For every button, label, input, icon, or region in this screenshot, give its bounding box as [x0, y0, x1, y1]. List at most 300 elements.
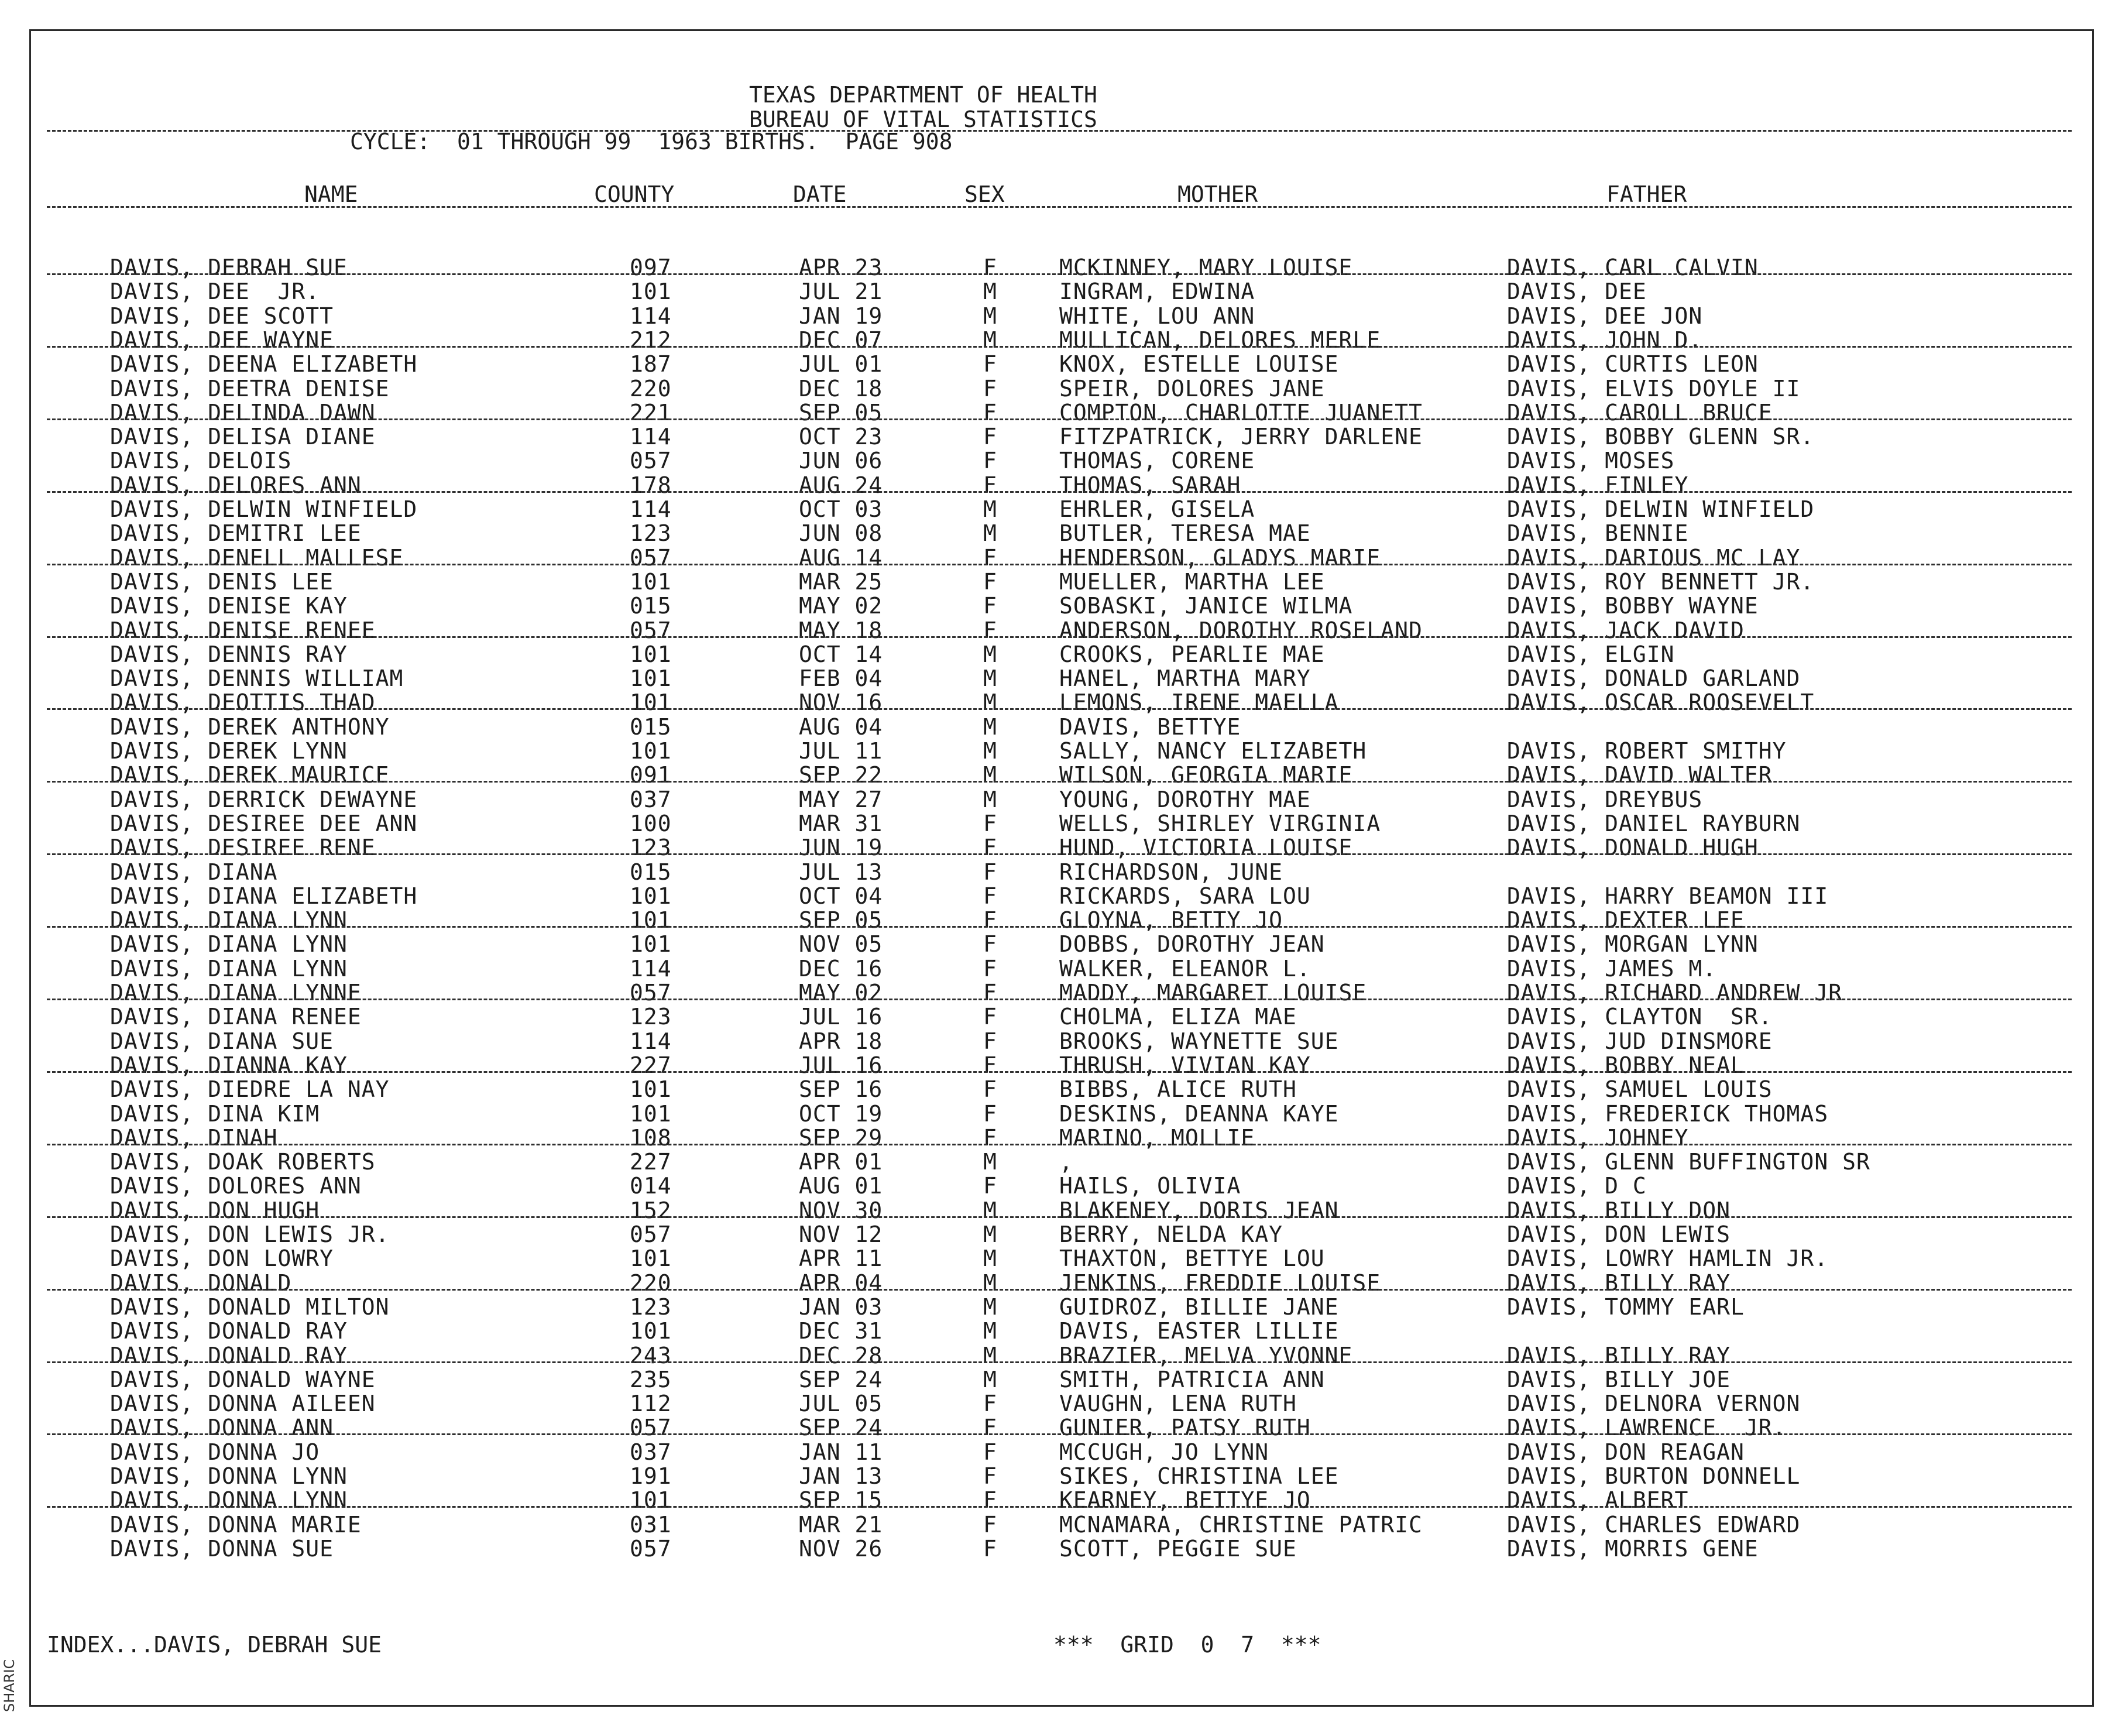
cell-sex: F — [983, 569, 997, 595]
cell-father: DAVIS, BOBBY WAYNE — [1507, 593, 1759, 619]
cell-sex: F — [983, 980, 997, 1006]
cell-father: DAVIS, HARRY BEAMON III — [1507, 883, 1829, 909]
cell-name: DAVIS, DIANA LYNN — [110, 931, 348, 957]
cell-mother: MULLICAN, DELORES MERLE — [1059, 327, 1381, 353]
cell-father: DAVIS, DAVID WALTER — [1507, 762, 1773, 788]
cell-date: NOV 16 — [799, 689, 883, 715]
cell-mother: RICHARDSON, JUNE — [1059, 859, 1283, 885]
column-header-father: FATHER — [1606, 181, 1687, 207]
table-row — [0, 256, 2115, 279]
cell-father: DAVIS, CLAYTON SR. — [1507, 1004, 1773, 1030]
cell-county: 221 — [630, 400, 672, 426]
cell-name: DAVIS, DIANA SUE — [110, 1028, 334, 1054]
cell-date: AUG 04 — [799, 714, 883, 740]
table-row — [0, 788, 2115, 811]
cell-name: DAVIS, DOAK ROBERTS — [110, 1149, 376, 1175]
cell-date: APR 04 — [799, 1270, 883, 1296]
cell-mother: BRAZIER, MELVA YVONNE — [1059, 1343, 1353, 1368]
cell-sex: F — [983, 424, 997, 450]
cell-father: DAVIS, FINLEY — [1507, 472, 1689, 498]
cell-county: 187 — [630, 351, 672, 377]
table-row — [0, 1223, 2115, 1246]
cell-name: DAVIS, DON LEWIS JR. — [110, 1222, 390, 1247]
cell-father: DAVIS, ALBERT — [1507, 1487, 1689, 1513]
cell-date: AUG 14 — [799, 545, 883, 571]
table-row — [0, 1247, 2115, 1270]
cell-date: JUN 06 — [799, 448, 883, 474]
cell-county: 101 — [630, 641, 672, 667]
form-rule — [47, 1433, 2072, 1435]
cell-county: 114 — [630, 956, 672, 982]
cell-sex: M — [983, 1318, 997, 1344]
cell-father: DAVIS, JUD DINSMORE — [1507, 1028, 1773, 1054]
table-row — [0, 812, 2115, 835]
cell-mother: THOMAS, SARAH — [1059, 472, 1241, 498]
cell-mother: BUTLER, TERESA MAE — [1059, 520, 1311, 546]
cell-mother: CROOKS, PEARLIE MAE — [1059, 641, 1325, 667]
cell-father: DAVIS, DELNORA VERNON — [1507, 1391, 1801, 1416]
cell-sex: F — [983, 472, 997, 498]
cell-father: DAVIS, DON REAGAN — [1507, 1439, 1745, 1465]
cell-name: DAVIS, DIANA ELIZABETH — [110, 883, 418, 909]
cell-sex: F — [983, 255, 997, 280]
cell-sex: M — [983, 279, 997, 304]
cell-county: 057 — [630, 617, 672, 643]
cell-sex: M — [983, 1149, 997, 1175]
cell-county: 057 — [630, 980, 672, 1006]
table-row — [0, 763, 2115, 787]
table-row — [0, 1416, 2115, 1439]
cell-county: 014 — [630, 1173, 672, 1199]
form-rule — [47, 564, 2072, 565]
cell-sex: F — [983, 1076, 997, 1102]
table-row — [0, 1440, 2115, 1464]
cell-father: DAVIS, MORRIS GENE — [1507, 1536, 1759, 1562]
cell-county: 057 — [630, 448, 672, 474]
cell-name: DAVIS, DIEDRE LA NAY — [110, 1076, 390, 1102]
cell-county: 015 — [630, 714, 672, 740]
cell-father: DAVIS, FREDERICK THOMAS — [1507, 1101, 1829, 1127]
cell-county: 227 — [630, 1149, 672, 1175]
cell-name: DAVIS, DEENA ELIZABETH — [110, 351, 418, 377]
table-row — [0, 884, 2115, 908]
cell-county: 101 — [630, 907, 672, 933]
cell-date: OCT 03 — [799, 496, 883, 522]
cell-mother: MADDY, MARGARET LOUISE — [1059, 980, 1367, 1006]
cell-county: 123 — [630, 520, 672, 546]
cell-date: MAY 18 — [799, 617, 883, 643]
cell-date: JUL 16 — [799, 1052, 883, 1078]
cell-father: DAVIS, DARIOUS MC LAY — [1507, 545, 1801, 571]
cell-county: 101 — [630, 931, 672, 957]
cell-father: DAVIS, BILLY RAY — [1507, 1270, 1731, 1296]
cell-county: 101 — [630, 1101, 672, 1127]
cell-date: SEP 24 — [799, 1415, 883, 1440]
cell-county: 100 — [630, 811, 672, 836]
cell-county: 114 — [630, 496, 672, 522]
cell-sex: M — [983, 1343, 997, 1368]
table-row — [0, 280, 2115, 303]
table-row — [0, 1537, 2115, 1560]
cell-county: 057 — [630, 545, 672, 571]
cell-name: DAVIS, DELWIN WINFIELD — [110, 496, 418, 522]
cell-date: NOV 26 — [799, 1536, 883, 1562]
cell-mother: HUND, VICTORIA LOUISE — [1059, 835, 1353, 860]
cell-sex: M — [983, 1294, 997, 1320]
table-row — [0, 546, 2115, 569]
cell-date: JUL 05 — [799, 1391, 883, 1416]
cell-name: DAVIS, DINA KIM — [110, 1101, 320, 1127]
cell-county: 123 — [630, 1004, 672, 1030]
cell-mother: SALLY, NANCY ELIZABETH — [1059, 738, 1367, 764]
cell-sex: F — [983, 1512, 997, 1538]
cell-name: DAVIS, DEOTTIS THAD — [110, 689, 376, 715]
cell-county: 220 — [630, 376, 672, 402]
cell-county: 057 — [630, 1536, 672, 1562]
cell-date: SEP 29 — [799, 1125, 883, 1151]
cell-father: DAVIS, DONALD GARLAND — [1507, 665, 1801, 691]
cell-mother: ANDERSON, DOROTHY ROSELAND — [1059, 617, 1423, 643]
table-row — [0, 739, 2115, 763]
cell-date: JAN 13 — [799, 1463, 883, 1489]
cell-mother: CHOLMA, ELIZA MAE — [1059, 1004, 1297, 1030]
cell-name: DAVIS, DONALD RAY — [110, 1318, 348, 1344]
cell-date: APR 18 — [799, 1028, 883, 1054]
cell-date: APR 11 — [799, 1246, 883, 1271]
cell-father: DAVIS, SAMUEL LOUIS — [1507, 1076, 1773, 1102]
cell-date: JUL 21 — [799, 279, 883, 304]
table-row — [0, 1271, 2115, 1295]
cell-county: 057 — [630, 1415, 672, 1440]
cell-father: DAVIS, JACK DAVID — [1507, 617, 1745, 643]
column-header-mother: MOTHER — [1177, 181, 1258, 207]
cell-sex: F — [983, 956, 997, 982]
cell-county: 091 — [630, 762, 672, 788]
table-row — [0, 570, 2115, 593]
cell-date: JAN 11 — [799, 1439, 883, 1465]
cell-father: DAVIS, BURTON DONNELL — [1507, 1463, 1801, 1489]
cell-date: OCT 04 — [799, 883, 883, 909]
table-row — [0, 1513, 2115, 1536]
cell-mother: INGRAM, EDWINA — [1059, 279, 1255, 304]
cell-name: DAVIS, DENNIS RAY — [110, 641, 348, 667]
cell-name: DAVIS, DIANA LYNN — [110, 956, 348, 982]
table-row — [0, 594, 2115, 617]
cell-sex: M — [983, 762, 997, 788]
cell-name: DAVIS, DIANA RENEE — [110, 1004, 362, 1030]
table-row — [0, 1102, 2115, 1126]
form-rule — [47, 999, 2072, 1000]
footer-grid: *** GRID 0 7 *** — [1053, 1632, 1321, 1658]
cell-county: 101 — [630, 1246, 672, 1271]
table-row — [0, 1392, 2115, 1415]
cell-mother: MARINO, MOLLIE — [1059, 1125, 1255, 1151]
cell-name: DAVIS, DONALD — [110, 1270, 292, 1296]
cell-mother: MUELLER, MARTHA LEE — [1059, 569, 1325, 595]
cell-sex: F — [983, 1415, 997, 1440]
cell-name: DAVIS, DEE JR. — [110, 279, 320, 304]
table-row — [0, 1078, 2115, 1101]
cell-county: 220 — [630, 1270, 672, 1296]
cell-name: DAVIS, DIANNA KAY — [110, 1052, 348, 1078]
cell-county: 235 — [630, 1367, 672, 1392]
table-row — [0, 860, 2115, 884]
cell-date: DEC 31 — [799, 1318, 883, 1344]
cell-date: APR 01 — [799, 1149, 883, 1175]
table-row — [0, 667, 2115, 690]
form-rule — [47, 708, 2072, 710]
cell-date: SEP 24 — [799, 1367, 883, 1392]
cell-date: FEB 04 — [799, 665, 883, 691]
cell-county: 101 — [630, 279, 672, 304]
cell-sex: F — [983, 883, 997, 909]
cell-sex: F — [983, 1173, 997, 1199]
form-rule — [47, 1144, 2072, 1145]
cell-sex: F — [983, 400, 997, 426]
cell-father: DAVIS, BOBBY NEAL — [1507, 1052, 1745, 1078]
cell-mother: DOBBS, DOROTHY JEAN — [1059, 931, 1325, 957]
cell-father: DAVIS, ROY BENNETT JR. — [1507, 569, 1815, 595]
cell-mother: HAILS, OLIVIA — [1059, 1173, 1241, 1199]
form-rule — [47, 1216, 2072, 1218]
table-row — [0, 619, 2115, 642]
cell-sex: F — [983, 1125, 997, 1151]
cell-sex: M — [983, 496, 997, 522]
table-row — [0, 1344, 2115, 1367]
cell-father: DAVIS, JOHNEY — [1507, 1125, 1689, 1151]
cell-date: JUL 01 — [799, 351, 883, 377]
table-row — [0, 1319, 2115, 1343]
cell-sex: M — [983, 665, 997, 691]
table-row — [0, 981, 2115, 1004]
cell-date: MAY 02 — [799, 980, 883, 1006]
cell-name: DAVIS, DEE SCOTT — [110, 303, 334, 329]
cell-mother: RICKARDS, SARA LOU — [1059, 883, 1311, 909]
cell-mother: THAXTON, BETTYE LOU — [1059, 1246, 1325, 1271]
table-row — [0, 498, 2115, 521]
cell-county: 101 — [630, 569, 672, 595]
table-row — [0, 1126, 2115, 1150]
cell-date: MAR 21 — [799, 1512, 883, 1538]
cell-sex: M — [983, 1270, 997, 1296]
cell-father: DAVIS, GLENN BUFFINGTON SR — [1507, 1149, 1870, 1175]
cell-name: DAVIS, DONNA LYNN — [110, 1463, 348, 1489]
cell-mother: EHRLER, GISELA — [1059, 496, 1255, 522]
cell-mother: GLOYNA, BETTY JO — [1059, 907, 1283, 933]
cell-name: DAVIS, DEREK ANTHONY — [110, 714, 390, 740]
cell-county: 057 — [630, 1222, 672, 1247]
header-bureau: BUREAU OF VITAL STATISTICS — [749, 107, 1097, 132]
cell-mother: MCNAMARA, CHRISTINE PATRIC — [1059, 1512, 1423, 1538]
cell-name: DAVIS, DIANA LYNN — [110, 907, 348, 933]
cell-sex: F — [983, 1463, 997, 1489]
cell-father: DAVIS, JAMES M. — [1507, 956, 1717, 982]
cell-name: DAVIS, DONNA SUE — [110, 1536, 334, 1562]
table-row — [0, 1295, 2115, 1319]
cell-father: DAVIS, D C — [1507, 1173, 1647, 1199]
cell-county: 108 — [630, 1125, 672, 1151]
cell-mother: BROOKS, WAYNETTE SUE — [1059, 1028, 1339, 1054]
form-rule — [47, 853, 2072, 855]
table-row — [0, 401, 2115, 424]
cell-name: DAVIS, DELISA DIANE — [110, 424, 376, 450]
cell-name: DAVIS, DENIS LEE — [110, 569, 334, 595]
column-header-county: COUNTY — [594, 181, 675, 207]
cell-father: DAVIS, ELGIN — [1507, 641, 1675, 667]
cell-sex: F — [983, 1439, 997, 1465]
table-row — [0, 691, 2115, 714]
cell-county: 114 — [630, 303, 672, 329]
cell-father: DAVIS, DEE — [1507, 279, 1647, 304]
table-row — [0, 1150, 2115, 1174]
cell-father: DAVIS, CAROLL BRUCE — [1507, 400, 1773, 426]
cell-name: DAVIS, DEETRA DENISE — [110, 376, 390, 402]
cell-sex: F — [983, 1052, 997, 1078]
header-department: TEXAS DEPARTMENT OF HEALTH — [749, 82, 1097, 108]
cell-mother: COMPTON, CHARLOTTE JUANETT — [1059, 400, 1423, 426]
form-rule — [47, 781, 2072, 783]
cell-county: 112 — [630, 1391, 672, 1416]
cell-name: DAVIS, DONALD WAYNE — [110, 1367, 376, 1392]
table-row — [0, 643, 2115, 666]
cell-name: DAVIS, DONNA LYNN — [110, 1487, 348, 1513]
cell-sex: F — [983, 1028, 997, 1054]
table-row — [0, 425, 2115, 448]
cell-county: 101 — [630, 689, 672, 715]
cell-date: SEP 05 — [799, 400, 883, 426]
cell-mother: VAUGHN, LENA RUTH — [1059, 1391, 1297, 1416]
cell-father: DAVIS, MOSES — [1507, 448, 1675, 474]
cell-father: DAVIS, DELWIN WINFIELD — [1507, 496, 1815, 522]
cell-sex: F — [983, 351, 997, 377]
cell-mother: YOUNG, DOROTHY MAE — [1059, 787, 1311, 812]
form-rule — [47, 346, 2072, 348]
cell-sex: F — [983, 448, 997, 474]
cell-mother: WILSON, GEORGIA MARIE — [1059, 762, 1353, 788]
cell-mother: GUIDROZ, BILLIE JANE — [1059, 1294, 1339, 1320]
cell-mother: THRUSH, VIVIAN KAY — [1059, 1052, 1311, 1078]
cell-county: 114 — [630, 1028, 672, 1054]
cell-sex: M — [983, 1222, 997, 1247]
form-rule — [47, 1506, 2072, 1508]
cell-name: DAVIS, DENNIS WILLIAM — [110, 665, 404, 691]
cell-county: 114 — [630, 424, 672, 450]
cell-father: DAVIS, CARL CALVIN — [1507, 255, 1759, 280]
cell-date: NOV 05 — [799, 931, 883, 957]
cell-date: SEP 22 — [799, 762, 883, 788]
cell-date: AUG 01 — [799, 1173, 883, 1199]
cell-name: DAVIS, DONNA AILEEN — [110, 1391, 376, 1416]
table-row — [0, 1030, 2115, 1053]
table-row — [0, 522, 2115, 545]
cell-mother: FITZPATRICK, JERRY DARLENE — [1059, 424, 1423, 450]
table-row — [0, 474, 2115, 497]
form-rule — [47, 1071, 2072, 1073]
cell-name: DAVIS, DEREK LYNN — [110, 738, 348, 764]
cell-date: SEP 16 — [799, 1076, 883, 1102]
cell-sex: M — [983, 520, 997, 546]
cell-sex: F — [983, 1391, 997, 1416]
cell-date: SEP 15 — [799, 1487, 883, 1513]
cell-date: MAY 02 — [799, 593, 883, 619]
cell-county: 015 — [630, 859, 672, 885]
table-row — [0, 304, 2115, 328]
cell-sex: F — [983, 617, 997, 643]
cell-name: DAVIS, DEBRAH SUE — [110, 255, 348, 280]
table-row — [0, 1368, 2115, 1391]
cell-father: DAVIS, OSCAR ROOSEVELT — [1507, 689, 1815, 715]
cell-sex: M — [983, 689, 997, 715]
cell-mother: HENDERSON, GLADYS MARIE — [1059, 545, 1381, 571]
table-row — [0, 1054, 2115, 1077]
cell-county: 037 — [630, 1439, 672, 1465]
table-row — [0, 1174, 2115, 1198]
cell-mother: DAVIS, BETTYE — [1059, 714, 1241, 740]
cell-sex: F — [983, 835, 997, 860]
cell-father: DAVIS, TOMMY EARL — [1507, 1294, 1745, 1320]
cell-father: DAVIS, LOWRY HAMLIN JR. — [1507, 1246, 1829, 1271]
cell-date: JUL 11 — [799, 738, 883, 764]
cell-name: DAVIS, DENISE KAY — [110, 593, 348, 619]
cell-date: OCT 14 — [799, 641, 883, 667]
cell-mother: LEMONS, IRENE MAELLA — [1059, 689, 1339, 715]
cell-county: 191 — [630, 1463, 672, 1489]
cell-mother: MCKINNEY, MARY LOUISE — [1059, 255, 1353, 280]
cell-mother: WHITE, LOU ANN — [1059, 303, 1255, 329]
cell-name: DAVIS, DEREK MAURICE — [110, 762, 390, 788]
cell-date: JUN 08 — [799, 520, 883, 546]
table-row — [0, 932, 2115, 956]
cell-date: DEC 18 — [799, 376, 883, 402]
cell-father: DAVIS, BILLY DON — [1507, 1198, 1731, 1223]
cell-father: DAVIS, LAWRENCE JR. — [1507, 1415, 1787, 1440]
table-row — [0, 908, 2115, 932]
table-row — [0, 449, 2115, 472]
cell-date: JUL 13 — [799, 859, 883, 885]
footer-index: INDEX...DAVIS, DEBRAH SUE — [47, 1632, 382, 1658]
cell-father: DAVIS, DONALD HUGH — [1507, 835, 1759, 860]
cell-mother: SOBASKI, JANICE WILMA — [1059, 593, 1353, 619]
cell-father: DAVIS, CHARLES EDWARD — [1507, 1512, 1801, 1538]
cell-county: 101 — [630, 738, 672, 764]
table-row — [0, 328, 2115, 352]
cell-date: MAY 27 — [799, 787, 883, 812]
cell-mother: SPEIR, DOLORES JANE — [1059, 376, 1325, 402]
table-row — [0, 352, 2115, 376]
table-row — [0, 1488, 2115, 1512]
cell-father: DAVIS, CURTIS LEON — [1507, 351, 1759, 377]
cell-sex: F — [983, 545, 997, 571]
cell-mother: BLAKENEY, DORIS JEAN — [1059, 1198, 1339, 1223]
cell-sex: M — [983, 738, 997, 764]
cell-county: 227 — [630, 1052, 672, 1078]
header-cycle: CYCLE: 01 THROUGH 99 1963 BIRTHS. PAGE 908 — [350, 129, 953, 155]
cell-father: DAVIS, JOHN D. — [1507, 327, 1703, 353]
cell-county: 243 — [630, 1343, 672, 1368]
cell-name: DAVIS, DIANA LYNNE — [110, 980, 362, 1006]
cell-date: NOV 12 — [799, 1222, 883, 1247]
cell-county: 123 — [630, 1294, 672, 1320]
column-header-name: NAME — [304, 181, 358, 207]
cell-county: 101 — [630, 665, 672, 691]
cell-county: 031 — [630, 1512, 672, 1538]
cell-mother: BERRY, NELDA KAY — [1059, 1222, 1283, 1247]
cell-sex: F — [983, 811, 997, 836]
cell-father: DAVIS, DON LEWIS — [1507, 1222, 1731, 1247]
cell-mother: KNOX, ESTELLE LOUISE — [1059, 351, 1339, 377]
cell-mother: SMITH, PATRICIA ANN — [1059, 1367, 1325, 1392]
cell-name: DAVIS, DERRICK DEWAYNE — [110, 787, 418, 812]
